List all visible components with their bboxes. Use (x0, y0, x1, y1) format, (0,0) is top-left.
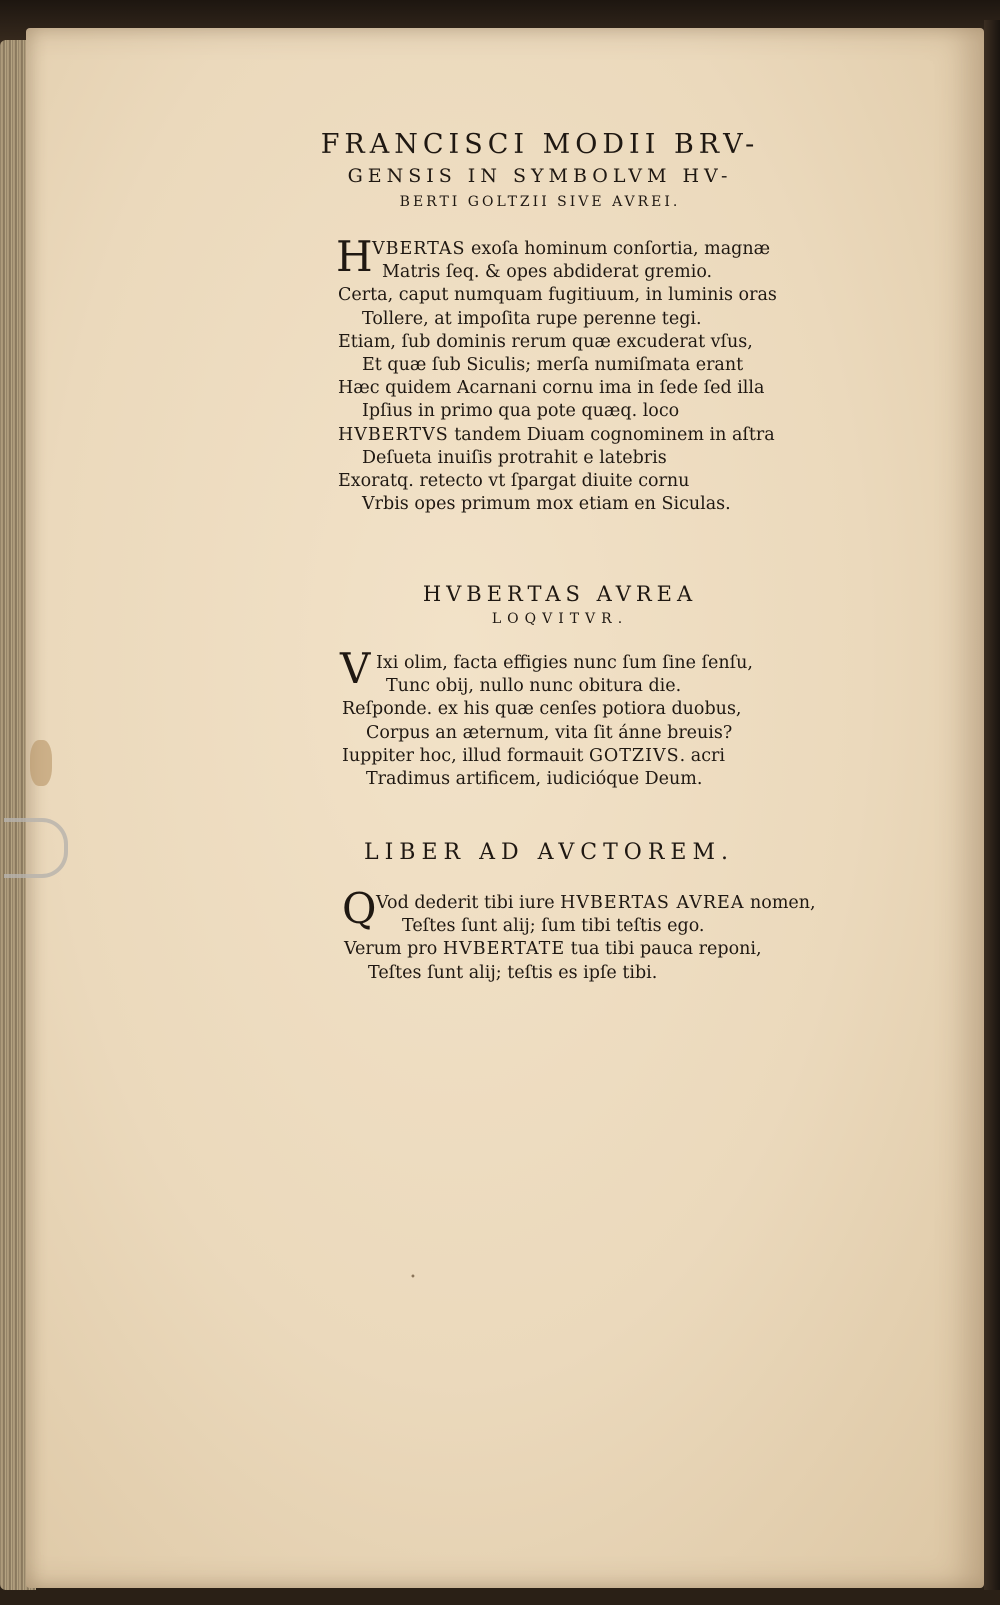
poem-line: Matris ſeq. & opes abdiderat gremio. (382, 262, 713, 283)
poem-2-title-line-1: HVBERTAS AVREA (422, 582, 698, 606)
binding-edge (984, 20, 1000, 1590)
poem-line: Vrbis opes primum mox etiam en Siculas. (362, 494, 731, 515)
poem-line (338, 424, 777, 447)
smallcaps-word: GOTZIVS (588, 745, 680, 766)
poem-2-title (360, 580, 760, 630)
heading-line-2: GENSIS IN SYMBOLVM HV- (347, 165, 733, 187)
poem-2 (342, 652, 753, 791)
paper-clip-icon (4, 818, 68, 878)
poem-line: Certa, caput numquam fugitiuum, in luminis oras (338, 285, 777, 306)
line-text: exoſa hominum conſortia, magnæ (465, 239, 771, 259)
poem-line: Deſueta inuiſis protrahit e latebris (362, 447, 667, 468)
poem-line: Et quæ ſub Siculis; merſa numiſmata erant (362, 355, 744, 376)
smallcaps-word: HVBERTVS (338, 424, 449, 445)
poem-line: Hæc quidem Acarnani cornu ima in ſede ſed illa (338, 378, 765, 399)
show-through (270, 1010, 830, 1026)
poem-line: Tunc obij, nullo nunc obitura die. (386, 676, 682, 697)
poem-line: Ipſius in primo qua pote quæq. loco (362, 401, 680, 422)
poem-line: Tradimus artificem, iudicióque Deum. (366, 769, 703, 790)
heading-line-3: BERTI GOLTZII SIVE AVREI. (399, 194, 681, 210)
poem-line: Etiam, ſub dominis rerum quæ excuderat vſus, (338, 331, 753, 352)
line-text: Iuppiter hoc, illud formauit (342, 745, 589, 766)
poem-line: Reſponde. ex his quæ cenſes potiora duobus, (342, 699, 742, 720)
poem-line (338, 238, 777, 261)
poem-3 (344, 892, 816, 985)
poem-1 (336, 232, 777, 516)
line-text: tandem Diuam cognominem in aſtra (448, 424, 775, 445)
paper-stain (30, 740, 52, 786)
line-text: nomen, (744, 893, 816, 913)
poem-line: Ixi olim, facta effigies nunc ſum ſine ſenſu, (376, 653, 753, 673)
poem-line (344, 892, 816, 915)
heading-line-1: FRANCISCI MODII BRV- (320, 129, 760, 160)
line-text: . acri (679, 745, 725, 766)
page-heading (300, 128, 780, 214)
dropcap-v: V (340, 644, 371, 693)
line-text: Vod dederit tibi iure (376, 893, 561, 913)
poem-line: Teſtes ſunt alij; ſum tibi teſtis ego. (402, 916, 705, 937)
dropcap-h: H (336, 232, 373, 281)
poem-line (344, 938, 816, 961)
line-text: Verum pro (344, 939, 443, 960)
poem-3-title: LIBER AD AVCTOREM. (364, 840, 734, 865)
poem-line: Corpus an æternum, vita ſit ánne breuis? (366, 722, 733, 743)
ornament-mark: • (410, 1272, 416, 1283)
dropcap-q: Q (342, 884, 377, 933)
poem-line: Teſtes ſunt alij; teſtis es ipſe tibi. (368, 962, 658, 983)
smallcaps-word: HVBERTAS AVREA (560, 893, 745, 913)
smallcaps-word: VBERTAS (372, 239, 466, 259)
poem-line (342, 745, 753, 768)
line-text: tua tibi pauca reponi, (565, 939, 762, 960)
smallcaps-word: HVBERTATE (442, 939, 566, 960)
poem-line: Tollere, at impoſita rupe perenne tegi. (362, 308, 702, 329)
poem-line: Exoratq. retecto vt ſpargat diuite cornu (338, 471, 690, 492)
poem-2-title-line-2: LOQVITVR. (491, 611, 629, 627)
